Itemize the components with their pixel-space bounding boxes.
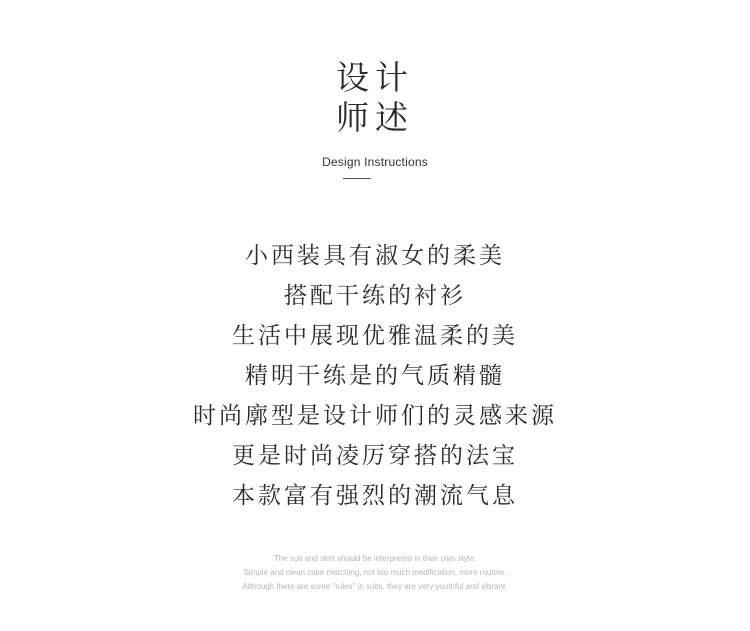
page-title-line-1: 设计 [336,58,414,97]
poem-line: 本款富有强烈的潮流气息 [232,483,518,509]
note-line: Although there are some "rules" in suits, they are very youthful and vibrant. [242,582,508,591]
note-line: The suit and skirt should be interpreted in their own style. [273,554,477,563]
note-line: Simple and clean color matching, not too much modification, more routine. [243,568,507,577]
description-poem [0,236,750,516]
poem-line: 生活中展现优雅温柔的美 [232,323,518,349]
poem-line: 搭配干练的衬衫 [284,283,466,309]
poem-line: 时尚廓型是设计师们的灵感来源 [193,403,557,429]
title-block [0,58,750,138]
page-subtitle: Design Instructions [322,155,428,169]
english-notes [0,552,750,594]
poem-line: 小西装具有淑女的柔美 [245,243,505,269]
poem-line: 更是时尚凌厉穿搭的法宝 [232,443,518,469]
page-title-line-2: 师述 [336,98,414,137]
poem-line: 精明干练是的气质精髓 [245,363,505,389]
divider [343,178,371,179]
